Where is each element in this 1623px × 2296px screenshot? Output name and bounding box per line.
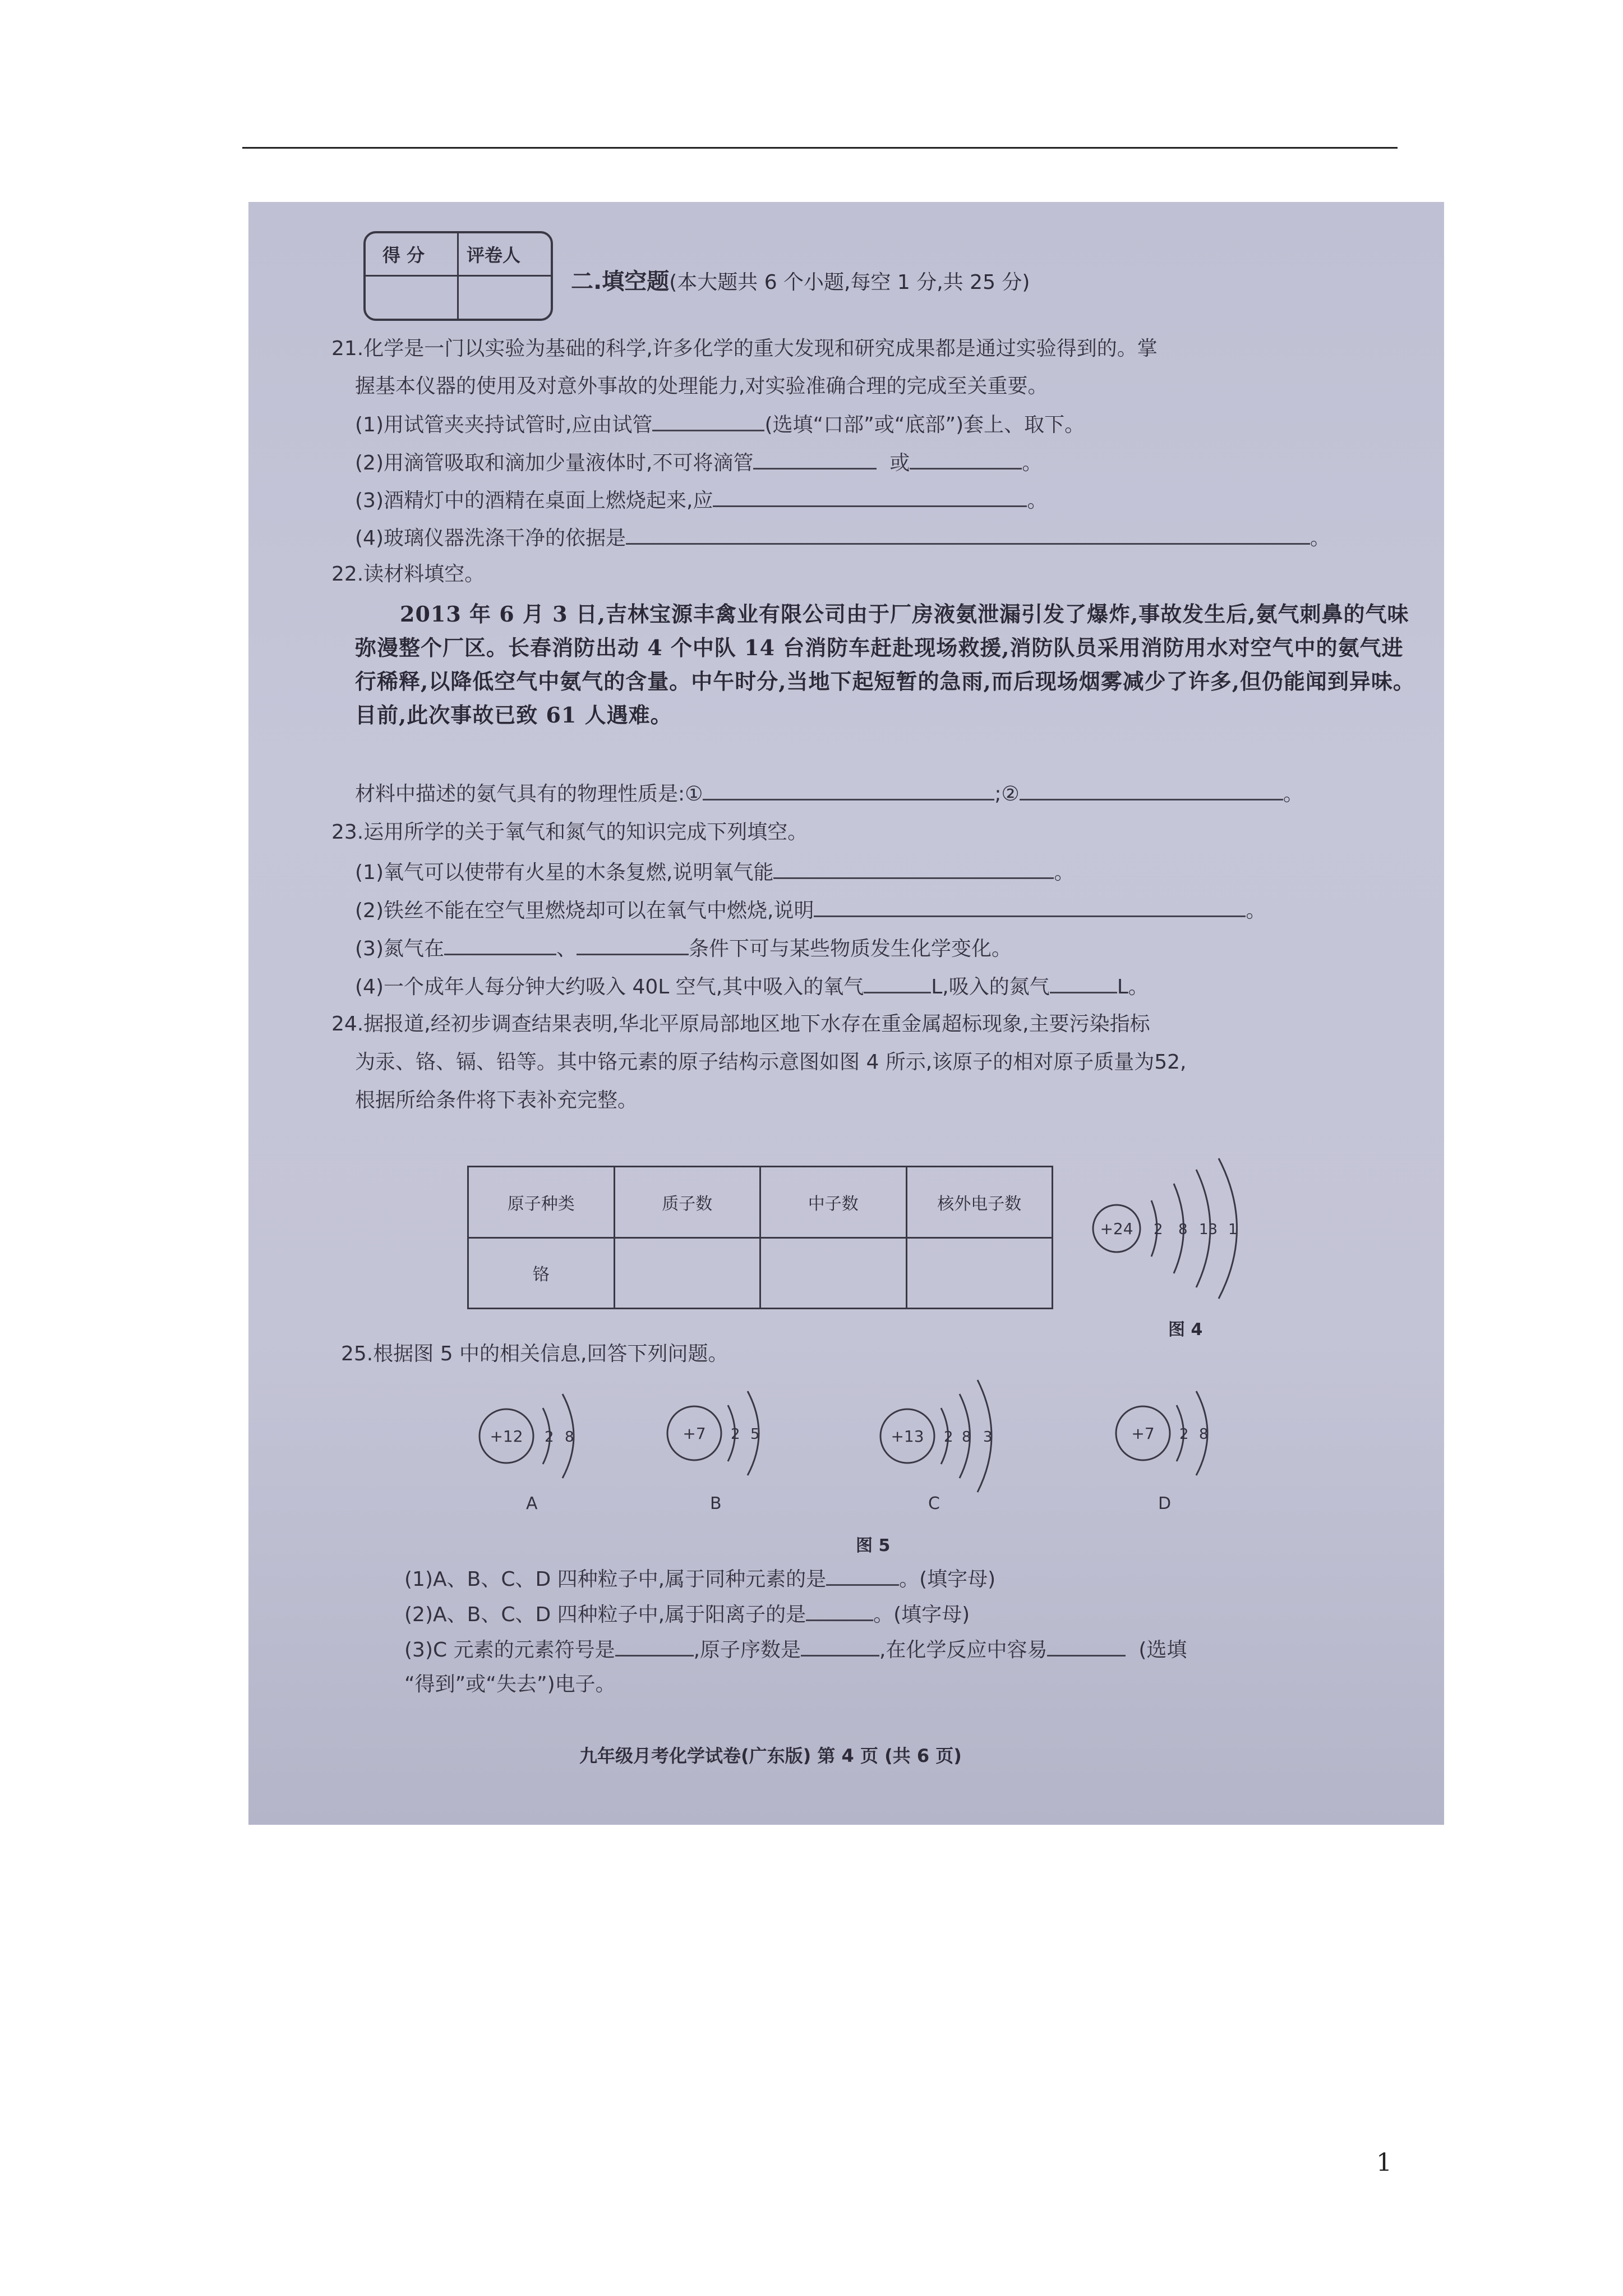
table-header-cell: 原子种类 xyxy=(468,1167,615,1238)
shell-electrons: 2 xyxy=(944,1429,953,1446)
q23-part4 xyxy=(355,973,1149,1001)
q25-part3 xyxy=(404,1636,1187,1664)
section-note: (本大题共 6 个小题,每空 1 分,共 25 分) xyxy=(669,271,1030,294)
q23-p2-text: (2)铁丝不能在空气里燃烧却可以在氧气中燃烧,说明 xyxy=(355,899,814,922)
q23-p1-text: 。 xyxy=(1054,861,1075,884)
q21-p4-text: (4)玻璃仪器洗涤干净的依据是 xyxy=(355,527,626,550)
q21-part2 xyxy=(355,449,1042,477)
section-title-text: 二.填空题 xyxy=(571,269,670,295)
answer-blank[interactable] xyxy=(814,896,1246,917)
q22-q-text: 材料中描述的氨气具有的物理性质是:① xyxy=(355,783,703,806)
table-header-cell: 中子数 xyxy=(760,1167,907,1238)
answer-blank[interactable] xyxy=(703,780,994,800)
q21-intro-line2: 握基本仪器的使用及对意外事故的处理能力,对实验准确合理的完成至关重要。 xyxy=(355,375,1048,398)
q21-part1 xyxy=(355,411,1085,439)
section-title xyxy=(571,264,1030,296)
diagram-label: B xyxy=(710,1494,722,1513)
q23-title: 23.运用所学的关于氧气和氮气的知识完成下列填空。 xyxy=(331,821,808,844)
page-number: 1 xyxy=(1376,2148,1392,2177)
nucleus-charge: +24 xyxy=(1100,1220,1133,1238)
answer-blank[interactable] xyxy=(652,411,764,431)
shell-electrons: 1 xyxy=(1228,1221,1238,1238)
atom-table-header xyxy=(468,1167,1053,1238)
answer-blank[interactable] xyxy=(910,449,1022,470)
q22-q-text: ;② xyxy=(994,783,1020,806)
shell-electrons: 2 xyxy=(545,1429,554,1446)
answer-blank[interactable] xyxy=(826,1565,899,1586)
q21-part4 xyxy=(355,524,1330,552)
diagram-label: D xyxy=(1158,1494,1172,1513)
atom-table-row xyxy=(468,1237,1053,1309)
q21-p3-text: 。 xyxy=(1027,489,1048,512)
q25-part2 xyxy=(404,1600,970,1628)
q21-p3-text: (3)酒精灯中的酒精在桌面上燃烧起来,应 xyxy=(355,489,713,512)
q23-p4-text: L,吸入的氮气 xyxy=(931,976,1050,999)
q24-line3: 根据所给条件将下表补充完整。 xyxy=(355,1089,638,1112)
answer-blank[interactable] xyxy=(1047,1636,1126,1657)
q21-p2-text: 或 xyxy=(889,452,910,475)
exam-footer: 九年级月考化学试卷(广东版) 第 4 页 (共 6 页) xyxy=(579,1745,962,1766)
q21-p1-text: (选填“口部”或“底部”)套上、取下。 xyxy=(764,413,1085,436)
q25-p3-text: ,原子序数是 xyxy=(693,1639,801,1662)
q25-title: 25.根据图 5 中的相关信息,回答下列问题。 xyxy=(341,1342,728,1365)
table-cell-answer[interactable] xyxy=(906,1237,1053,1309)
q23-p4-text: (4)一个成年人每分钟大约吸入 40L 空气,其中吸入的氧气 xyxy=(355,976,864,999)
shell-electrons: 8 xyxy=(565,1429,574,1446)
q21-p2-text: (2)用滴管吸取和滴加少量液体时,不可将滴管 xyxy=(355,452,754,475)
answer-blank[interactable] xyxy=(864,973,931,993)
answer-blank[interactable] xyxy=(1020,780,1283,800)
chromium-atom-diagram xyxy=(1084,1144,1376,1324)
shell-electrons: 8 xyxy=(962,1429,971,1446)
answer-blank[interactable] xyxy=(713,486,1027,507)
table-cell: 铬 xyxy=(468,1237,615,1309)
score-label: 得 分 xyxy=(382,245,425,266)
q23-p2-text: 。 xyxy=(1246,899,1266,922)
shell-electrons: 8 xyxy=(1178,1221,1188,1238)
score-box xyxy=(363,231,553,321)
answer-blank[interactable] xyxy=(806,1600,873,1621)
q25-p3-text: (选填 xyxy=(1138,1639,1187,1662)
q21-p1-text: (1)用试管夹夹持试管时,应由试管 xyxy=(355,413,653,436)
shell-electrons: 2 xyxy=(731,1426,740,1443)
q25-p2-text: (2)A、B、C、D 四种粒子中,属于阳离子的是 xyxy=(404,1603,806,1626)
score-box-divider xyxy=(366,275,551,277)
figure-4-label: 图 4 xyxy=(1168,1320,1203,1340)
shell-electrons: 2 xyxy=(1179,1426,1189,1443)
q21-intro-line1: 21.化学是一门以实验为基础的科学,许多化学的重大发现和研究成果都是通过实验得到的。掌 xyxy=(331,337,1158,360)
table-cell-answer[interactable] xyxy=(614,1237,760,1309)
q25-part3-cont: “得到”或“失去”)电子。 xyxy=(404,1673,616,1696)
q23-part1 xyxy=(355,858,1074,886)
q23-p1-text: (1)氧气可以使带有火星的木条复燃,说明氧气能 xyxy=(355,861,774,884)
q23-part3 xyxy=(355,935,1012,963)
diagram-label: A xyxy=(526,1494,538,1513)
figure-5-diagrams xyxy=(473,1374,1286,1520)
atom-diagram-D xyxy=(1116,1391,1209,1513)
figure-5-label: 图 5 xyxy=(856,1536,891,1556)
nucleus-charge: +7 xyxy=(683,1424,706,1443)
q23-p4-text: L。 xyxy=(1117,976,1149,999)
q22-q-text: 。 xyxy=(1283,783,1303,806)
diagram-label: C xyxy=(928,1494,940,1513)
shell-electrons: 3 xyxy=(983,1429,993,1446)
q21-part3 xyxy=(355,486,1047,514)
q25-p1-text: 。(填字母) xyxy=(899,1568,996,1591)
shell-electrons: 5 xyxy=(750,1426,760,1443)
q25-p3-text: (3)C 元素的元素符号是 xyxy=(404,1639,615,1662)
answer-blank[interactable] xyxy=(444,935,556,955)
q23-part2 xyxy=(355,896,1266,924)
answer-blank[interactable] xyxy=(773,858,1054,879)
shell-electrons: 8 xyxy=(1199,1426,1209,1443)
table-header-cell: 质子数 xyxy=(614,1167,760,1238)
q25-p3-text: ,在化学反应中容易 xyxy=(879,1639,1048,1662)
answer-blank[interactable] xyxy=(1050,973,1117,993)
atom-diagram-C xyxy=(880,1380,993,1513)
exam-page xyxy=(248,202,1444,1825)
answer-blank[interactable] xyxy=(626,524,1310,545)
nucleus-charge: +13 xyxy=(891,1427,924,1446)
q22-title: 22.读材料填空。 xyxy=(331,563,485,586)
q23-p3-text: 条件下可与某些物质发生化学变化。 xyxy=(689,937,1012,960)
table-header-cell: 核外电子数 xyxy=(906,1167,1053,1238)
atom-table xyxy=(467,1166,1053,1309)
nucleus-charge: +12 xyxy=(490,1427,523,1446)
atom-diagram-B xyxy=(667,1391,760,1513)
table-cell-answer[interactable] xyxy=(760,1237,907,1309)
answer-blank[interactable] xyxy=(577,935,689,955)
q25-part1 xyxy=(404,1565,995,1593)
shell-electrons: 13 xyxy=(1199,1221,1218,1238)
q22-question xyxy=(355,780,1303,808)
answer-blank[interactable] xyxy=(615,1636,694,1657)
q24-line2: 为汞、铬、镉、铅等。其中铬元素的原子结构示意图如图 4 所示,该原子的相对原子质量为52, xyxy=(355,1051,1187,1074)
atom-diagram-A xyxy=(479,1394,574,1513)
q23-p3-text: 、 xyxy=(556,937,577,960)
answer-blank[interactable] xyxy=(801,1636,879,1657)
q22-material: 2013 年 6 月 3 日,吉林宝源丰禽业有限公司由于厂房液氨泄漏引发了爆炸,事故发生后,氨气刺鼻的气味弥漫整个厂区。长春消防出动 4 个中队 14 台消防车赶赴现场救援,消防队员采用消防用水对空气中的氨气进行稀释,以降低空气中氨气的含量。中午时分,当地下起短暂的急雨,而后现场烟雾减少了许多,但仍能闻到异味。目前,此次事故已致 61 人遇难。 xyxy=(355,601,1415,728)
header-rule xyxy=(242,147,1398,149)
q21-p2-text: 。 xyxy=(1022,452,1043,475)
q25-p2-text: 。(填字母) xyxy=(873,1603,970,1626)
shell-electrons: 2 xyxy=(1154,1221,1163,1238)
q25-p1-text: (1)A、B、C、D 四种粒子中,属于同种元素的是 xyxy=(404,1568,827,1591)
q24-line1: 24.据报道,经初步调查结果表明,华北平原局部地区地下水存在重金属超标现象,主要污染指标 xyxy=(331,1013,1150,1036)
answer-blank[interactable] xyxy=(753,449,877,470)
grader-label: 评卷人 xyxy=(467,245,521,266)
scanned-exam-photo xyxy=(248,202,1444,1825)
nucleus-charge: +7 xyxy=(1131,1424,1155,1443)
q23-p3-text: (3)氮气在 xyxy=(355,937,444,960)
q21-p4-text: 。 xyxy=(1310,527,1331,550)
